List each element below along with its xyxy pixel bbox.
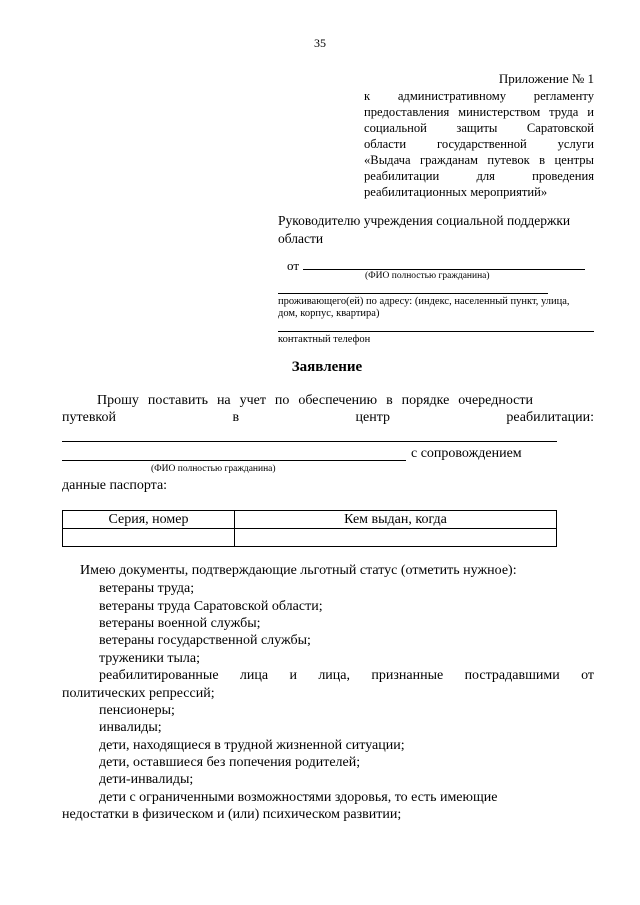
document-title: Заявление: [291, 359, 363, 375]
companion-fio-hint: (ФИО полностью гражданина): [151, 464, 276, 474]
request-word: путевкой: [62, 410, 117, 425]
request-word: реабилитации:: [506, 410, 594, 425]
addressee-line: области: [278, 231, 324, 246]
fio-input-line[interactable]: [303, 269, 585, 270]
phone-input-line[interactable]: [278, 331, 594, 332]
appendix-line: предоставления министерством труда и: [364, 105, 594, 119]
list-item: дети, находящиеся в трудной жизненной ситуации;: [99, 738, 405, 753]
address-hint: дом, корпус, квартира): [278, 308, 380, 319]
list-item: ветераны военной службы;: [99, 616, 261, 631]
page-number: 35: [314, 36, 326, 50]
series-number-cell[interactable]: [63, 529, 235, 547]
centre-input-line[interactable]: [62, 441, 557, 442]
list-item: пенсионеры;: [99, 703, 175, 718]
issued-by-cell[interactable]: [235, 529, 557, 547]
accompaniment-label: с сопровождением: [411, 446, 522, 461]
table-header-series: Серия, номер: [63, 511, 235, 529]
documents-intro: Имею документы, подтверждающие льготный статус (отметить нужное):: [80, 563, 517, 578]
list-item: реабилитированные лица и лица, признанные пострадавшими от: [99, 668, 594, 683]
request-word: центр: [355, 410, 390, 425]
list-item: ветераны труда Саратовской области;: [99, 599, 323, 614]
passport-table: [62, 510, 557, 547]
list-item: инвалиды;: [99, 720, 162, 735]
from-label: от: [287, 258, 300, 273]
request-word: в: [232, 410, 240, 425]
table-header-issued: Кем выдан, когда: [235, 511, 557, 529]
table-header-row: [63, 511, 557, 529]
list-item: ветераны государственной службы;: [99, 633, 311, 648]
list-item: дети с ограниченными возможностями здоровья, то есть имеющие: [99, 790, 498, 805]
list-item: дети-инвалиды;: [99, 772, 194, 787]
request-line: Прошу поставить на учет по обеспечению в порядке очередности: [97, 393, 533, 408]
appendix-line: к административному регламенту: [364, 89, 594, 103]
appendix-line: реабилитации для проведения: [364, 169, 594, 183]
fio-hint: (ФИО полностью гражданина): [365, 271, 490, 281]
appendix-line: социальной защиты Саратовской: [364, 121, 594, 135]
list-item: ветераны труда;: [99, 581, 195, 596]
appendix-line: реабилитационных мероприятий»: [364, 185, 548, 199]
list-item: труженики тыла;: [99, 651, 201, 666]
companion-input-line[interactable]: [62, 460, 406, 461]
address-input-line[interactable]: [278, 293, 548, 294]
phone-hint: контактный телефон: [278, 334, 371, 345]
list-item: дети, оставшиеся без попечения родителей;: [99, 755, 361, 770]
appendix-line: области государственной услуги: [364, 137, 594, 151]
passport-label: данные паспорта:: [62, 478, 168, 493]
table-row: [63, 529, 557, 547]
list-item-continuation: политических репрессий;: [62, 686, 215, 701]
request-line: [62, 410, 594, 426]
address-hint: проживающего(ей) по адресу: (индекс, населенный пункт, улица,: [278, 296, 570, 307]
list-item-continuation: недостатки в физическом и (или) психическом развитии;: [62, 807, 402, 822]
appendix-line: «Выдача гражданам путевок в центры: [364, 153, 594, 167]
addressee-line: Руководителю учреждения социальной поддержки: [278, 213, 571, 228]
appendix-heading: Приложение № 1: [498, 71, 594, 86]
